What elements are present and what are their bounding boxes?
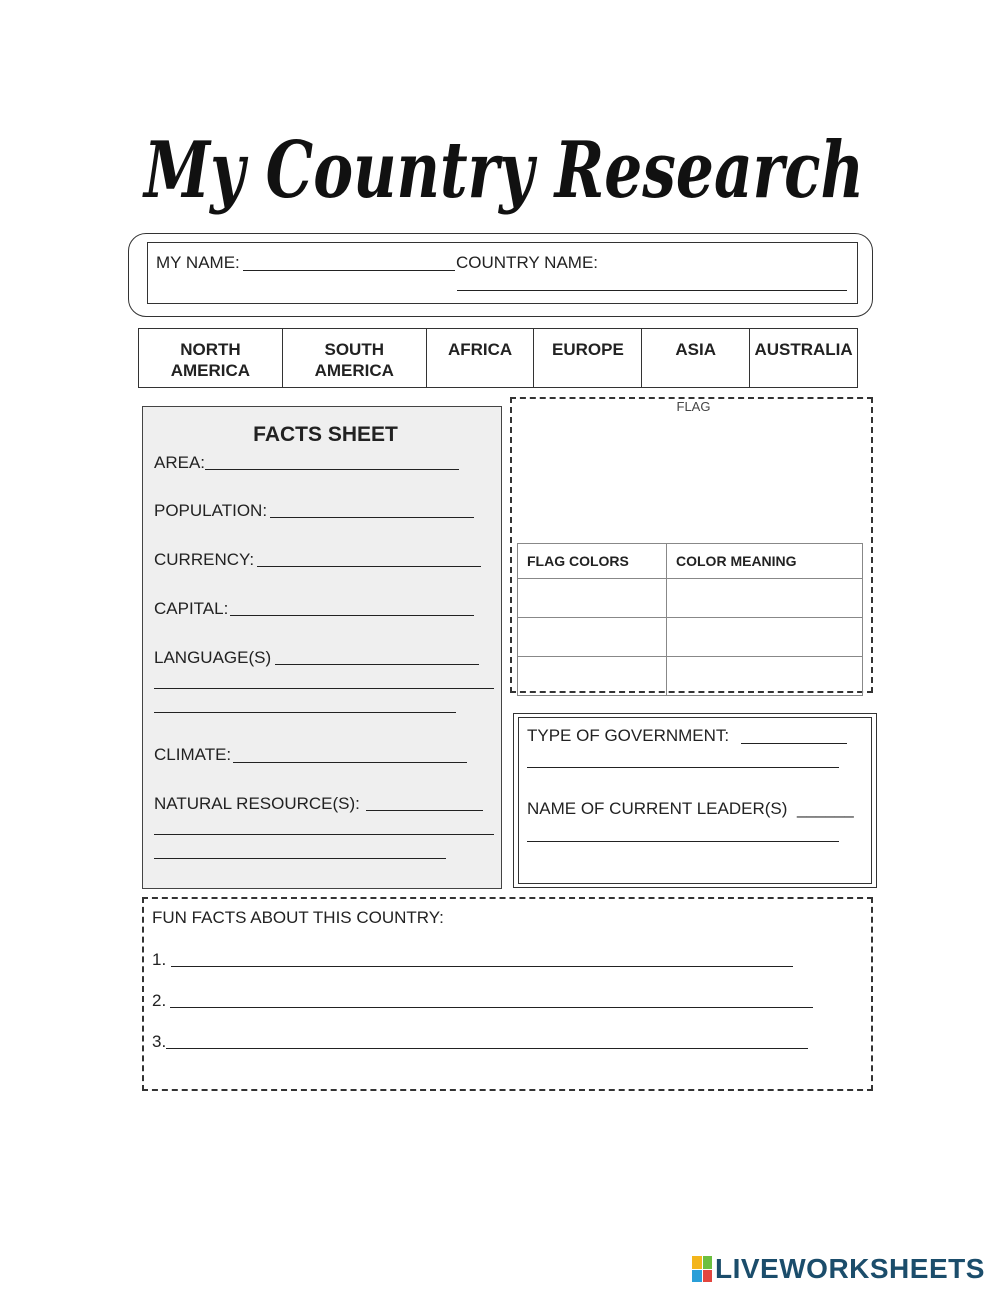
color-meaning-header: COLOR MEANING: [667, 544, 863, 579]
current-leader-field[interactable]: [527, 841, 839, 842]
my-name-label: MY NAME:: [156, 253, 240, 272]
area-field[interactable]: [205, 469, 459, 470]
flag-color-cell[interactable]: [518, 579, 667, 618]
page-title-text: My Country Research: [141, 125, 864, 216]
flag-colors-header: FLAG COLORS: [518, 544, 667, 579]
continent-north-america[interactable]: NORTH AMERICA: [139, 329, 283, 387]
capital-label: CAPITAL:: [154, 599, 229, 618]
name-section-inner: [147, 242, 858, 304]
liveworksheets-logo: [692, 1254, 988, 1284]
country-name-label: COUNTRY NAME:: [456, 253, 599, 272]
liveworksheets-brand: LIVEWORKSHEETS: [715, 1253, 985, 1284]
natural-resources-field-line-2[interactable]: [154, 834, 494, 835]
fun-fact-field-3[interactable]: [166, 1048, 808, 1049]
continent-selector: [138, 328, 858, 388]
fun-fact-number-1: 1.: [152, 950, 167, 969]
fun-fact-number-2: 2.: [152, 991, 167, 1010]
table-row: [518, 618, 863, 657]
fun-fact-field-1[interactable]: [171, 966, 793, 967]
flag-drawing-area[interactable]: [520, 418, 860, 536]
table-row: [518, 579, 863, 618]
fun-facts-title: FUN FACTS ABOUT THIS COUNTRY:: [152, 908, 444, 927]
language-field-line-3[interactable]: [154, 712, 456, 713]
continent-south-america[interactable]: SOUTH AMERICA: [283, 329, 427, 387]
table-row: [518, 657, 863, 696]
government-type-label: TYPE OF GOVERNMENT:: [527, 726, 730, 745]
fun-fact-field-2[interactable]: [170, 1007, 813, 1008]
government-type-field-line-2[interactable]: [527, 767, 839, 768]
continent-australia[interactable]: AUSTRALIA: [754, 340, 853, 359]
continent-europe[interactable]: EUROPE: [534, 329, 642, 387]
government-type-field[interactable]: [741, 743, 847, 744]
capital-field[interactable]: [230, 615, 474, 616]
flag-label: FLAG: [676, 399, 711, 414]
continent-asia[interactable]: ASIA: [642, 329, 750, 387]
flag-color-cell[interactable]: [518, 657, 667, 696]
facts-sheet-title: FACTS SHEET: [253, 423, 398, 446]
my-name-field[interactable]: [243, 270, 455, 271]
population-label: POPULATION:: [154, 501, 268, 520]
color-meaning-cell[interactable]: [667, 579, 863, 618]
natural-resources-field[interactable]: [366, 810, 483, 811]
continent-africa[interactable]: AFRICA: [427, 329, 535, 387]
language-label: LANGUAGE(S): [154, 648, 272, 667]
currency-label: CURRENCY:: [154, 550, 255, 569]
climate-field[interactable]: [233, 762, 467, 763]
table-header-row: [518, 544, 863, 579]
page-title: [140, 112, 870, 232]
currency-field[interactable]: [257, 566, 481, 567]
color-meaning-cell[interactable]: [667, 657, 863, 696]
country-name-field[interactable]: [457, 290, 847, 291]
language-field[interactable]: [275, 664, 479, 665]
area-label: AREA:: [154, 453, 206, 472]
natural-resources-label: NATURAL RESOURCE(S):: [154, 794, 360, 813]
current-leader-tail: ______: [797, 799, 854, 818]
current-leader-label: NAME OF CURRENT LEADER(S): [527, 799, 788, 818]
language-field-line-2[interactable]: [154, 688, 494, 689]
climate-label: CLIMATE:: [154, 745, 232, 764]
natural-resources-field-line-3[interactable]: [154, 858, 446, 859]
flag-colors-table: [517, 543, 863, 696]
population-field[interactable]: [270, 517, 474, 518]
color-meaning-cell[interactable]: [667, 618, 863, 657]
flag-color-cell[interactable]: [518, 618, 667, 657]
fun-fact-number-3: 3.: [152, 1032, 167, 1051]
liveworksheets-logo-icon: [692, 1256, 712, 1282]
